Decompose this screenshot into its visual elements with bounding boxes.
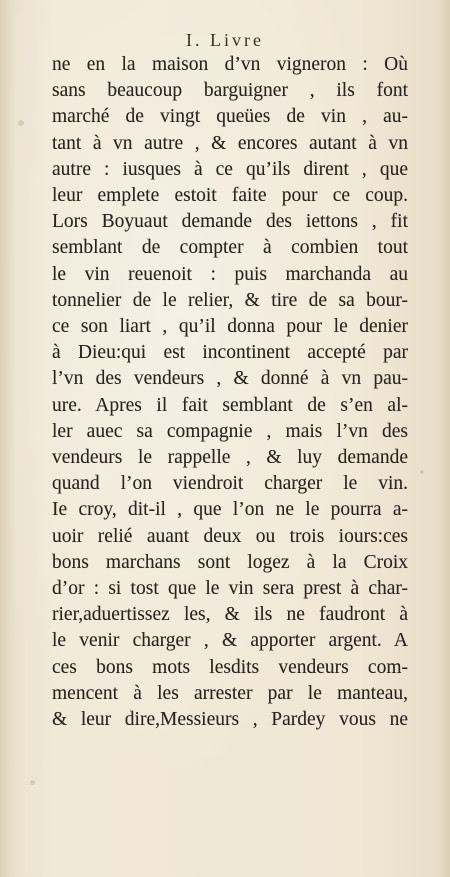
foxing-spot [420,470,424,474]
running-header: I. Livre [186,30,264,50]
text-line: bons marchans sont logez à la Croix [52,551,408,573]
text-line: le vin reuenoit : puis marchanda au [52,263,408,285]
text-line: ure. Apres il fait semblant de s’en al- [52,394,408,416]
text-line: marché de vingt queües de vin , au- [52,106,408,128]
text-line: sans beaucoup barguigner , ils font [52,80,408,102]
text-line: Lors Boyuaut demande des iettons , fit [52,211,408,233]
text-line: semblant de compter à combien tout [52,237,408,259]
text-line: tant à vn autre , & encores autant à vn [52,132,408,154]
text-line: tonnelier de le relier, & tire de sa bour- [52,289,408,311]
text-line: vendeurs le rappelle , & luy demande [52,447,408,469]
foxing-spot [18,120,24,126]
text-line: autre : iusques à ce qu’ils dirent , que [52,158,408,180]
text-line: à Dieu:qui est incontinent accepté par [52,342,408,364]
text-line: mencent à les arrester par le manteau, [52,682,408,704]
text-line: ne en la maison d’vn vigneron : Où [52,54,408,75]
text-line: ces bons mots lesdits vendeurs com- [52,656,408,678]
text-line: d’or : si tost que le vin sera prest à char- [52,578,408,600]
foxing-spot [30,780,35,785]
page-edge-shadow [438,0,450,877]
text-line: & leur dire,Messieurs , Pardey vous ne [52,709,408,731]
text-line: le venir charger , & apporter argent. A [52,630,408,652]
text-line: Ie croy, dit-il , que l’on ne le pourra a- [52,499,408,521]
page-gutter-shadow [0,0,16,877]
text-line: rier,aduertissez les, & ils ne faudront à [52,604,408,626]
text-line: uoir relié auant deux ou trois iours:ces [52,525,408,547]
text-line: ler auec sa compagnie , mais l’vn des [52,420,408,442]
text-line: ce son liart , qu’il donna pour le denier [52,316,408,338]
text-line: leur emplete estoit faite pour ce coup. [52,185,408,207]
text-line: l’vn des vendeurs , & donné à vn pau- [52,368,408,390]
page-text [52,52,408,733]
text-line: quand l’on viendroit charger le vin. [52,473,408,495]
